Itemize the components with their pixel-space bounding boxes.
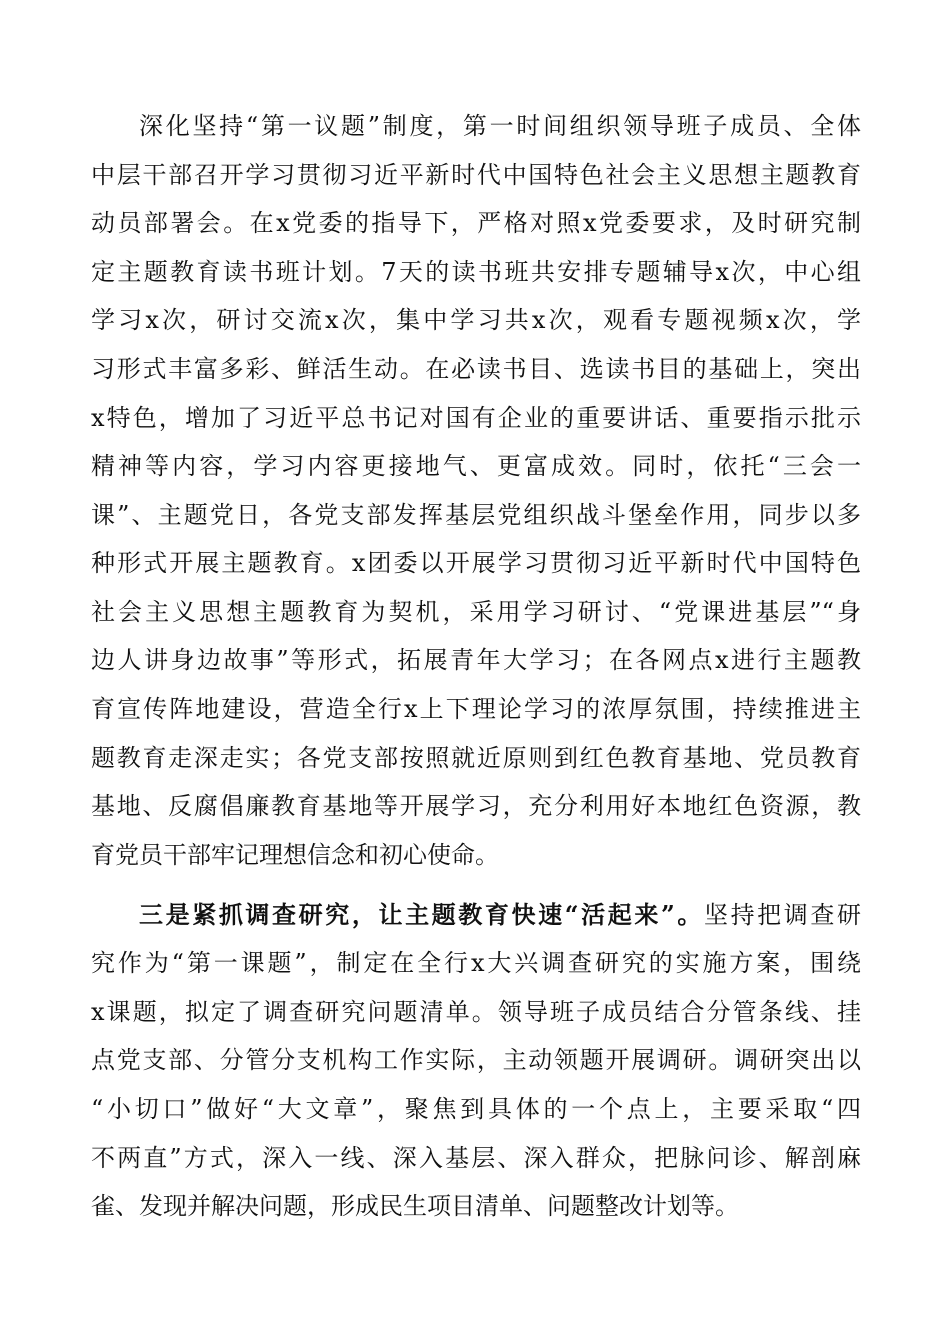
text-line: 种形式开展主题教育。x团委以开展学习贯彻习近平新时代中国特色 — [91, 549, 861, 577]
text-run: 坚持把调查研 — [703, 901, 862, 929]
text-line: 不两直”方式，深入一线、深入基层、深入群众，把脉问诊、解剖麻 — [91, 1144, 861, 1172]
text-line: 基地、反腐倡廉教育基地等开展学习，充分利用好本地红色资源，教 — [91, 792, 861, 820]
text-line: “小切口”做好“大文章”，聚焦到具体的一个点上，主要采取“四 — [91, 1095, 861, 1123]
text-line: 课”、主题党日，各党支部发挥基层党组织战斗堡垒作用，同步以多 — [91, 501, 861, 529]
text-line: 雀、发现并解决问题，形成民生项目清单、问题整改计划等。 — [91, 1192, 739, 1220]
text-line: 精神等内容，学习内容更接地气、更富成效。同时，依托“三会一 — [91, 452, 861, 480]
text-line: 题教育走深走实；各党支部按照就近原则到红色教育基地、党员教育 — [91, 744, 861, 772]
text-line: 深化坚持“第一议题”制度，第一时间组织领导班子成员、全体 — [139, 112, 861, 140]
text-line: 育党员干部牢记理想信念和初心使命。 — [91, 841, 499, 869]
text-line: x课题，拟定了调查研究问题清单。领导班子成员结合分管条线、挂 — [91, 998, 861, 1026]
text-line: 学习x次，研讨交流x次，集中学习共x次，观看专题视频x次，学 — [91, 306, 861, 334]
text-line: 定主题教育读书班计划。7天的读书班共安排专题辅导x次，中心组 — [91, 258, 861, 286]
text-line: 育宣传阵地建设，营造全行x上下理论学习的浓厚氛围，持续推进主 — [91, 695, 861, 723]
text-line: 习形式丰富多彩、鲜活生动。在必读书目、选读书目的基础上，突出 — [91, 355, 861, 383]
text-line: x特色，增加了习近平总书记对国有企业的重要讲话、重要指示批示 — [91, 404, 861, 432]
paragraph-heading: 三是紧抓调查研究，让主题教育快速“活起来”。 — [139, 900, 704, 929]
paragraph-2-first-line — [139, 895, 861, 935]
text-line: 社会主义思想主题教育为契机，采用学习研讨、“党课进基层”“身 — [91, 598, 861, 626]
text-line: 动员部署会。在x党委的指导下，严格对照x党委要求，及时研究制 — [91, 209, 861, 237]
text-line: 究作为“第一课题”，制定在全行x大兴调查研究的实施方案，围绕 — [91, 949, 861, 977]
text-line: 边人讲身边故事”等形式，拓展青年大学习；在各网点x进行主题教 — [91, 646, 861, 674]
text-line: 点党支部、分管分支机构工作实际，主动领题开展调研。调研突出以 — [91, 1046, 861, 1074]
text-line: 中层干部召开学习贯彻习近平新时代中国特色社会主义思想主题教育 — [91, 161, 861, 189]
